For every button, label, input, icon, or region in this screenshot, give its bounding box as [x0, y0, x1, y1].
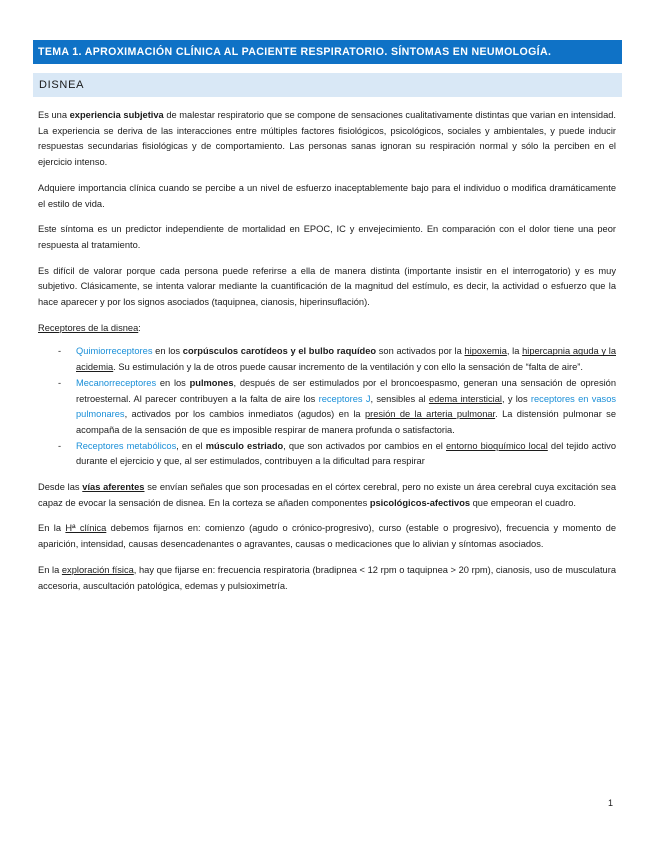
list-item-metabolic-receptors: [38, 439, 616, 470]
text-run: . Su estimulación y la de otros puede causar incremento de la ventilación y con ello la sensación de “falta de aire”.: [113, 362, 583, 373]
text-run: debemos fijarnos en: comienzo (agudo o crónico-progresivo), curso (estable o progresivo), frecuencia y momento de aparición, intensidad, causas desencadenantes o agravantes, causas o medicaciones que lo alivian y síntomas asociados.: [38, 523, 616, 550]
text-run: Es una: [38, 110, 70, 120]
text-run: , hay que fijarse en: frecuencia respiratoria (bradipnea < 12 rpm o taquipnea > 20 rpm), cianosis, uso de musculatura accesoria, auscultación patológica, edemas y pulsioximetría.: [38, 564, 616, 591]
underlined-term: hipercapnia aguda y la acidemia: [76, 346, 616, 373]
text-run: , la: [506, 346, 523, 357]
text-run: , y los: [501, 393, 531, 404]
text-run: En la: [38, 523, 66, 534]
underlined-term: hipoxemia: [464, 346, 507, 357]
section-heading: DISNEA: [33, 73, 622, 97]
text-run: que empeoran el cuadro.: [470, 497, 576, 508]
text-run: En la: [38, 564, 62, 575]
underlined-term: exploración física: [61, 564, 134, 575]
text-run: de malestar respiratorio que se compone de sensaciones cualitativamente distintas que varian en intensidad. La experiencia se deriva de las interacciones entre múltiples factores fisiológicos, psicológicos, sociales y ambientales, y puede inducir respuestas secundarias fisiológicas y de comportamiento. Las personas sanas ignoran su respiración normal y sólo la perciben en el ejercicio intenso.: [38, 110, 616, 168]
paragraph-definition: [38, 108, 616, 171]
text-run: . La distensión pulmonar se acompaña de la sensación de que es imposible respirar de manera profunda o satisfactoria.: [76, 409, 616, 435]
bold-term: experiencia subjetiva: [69, 110, 164, 120]
text-run: , sensibles al: [370, 393, 429, 404]
term-blue: Quimiorreceptores: [76, 346, 153, 357]
text-run: , activados por los cambios inmediatos (agudos) en la: [124, 409, 365, 420]
paragraph-physical-exam: [38, 563, 616, 594]
term-blue: receptores en vasos pulmonares: [76, 393, 617, 420]
bold-term: músculo estriado: [205, 440, 284, 451]
bold-term: pulmones: [189, 377, 234, 388]
bold-term: psicológicos-afectivos: [369, 497, 471, 508]
term-blue: receptores J: [318, 393, 371, 404]
text-run: Desde las: [38, 482, 83, 493]
text-run: , después de ser estimulados por el broncoespasmo, generan una sensación de opresión retroesternal. Al parecer contribuyen a la falta de aire los: [76, 377, 616, 404]
text-run: :: [138, 322, 141, 333]
receptors-list: [38, 344, 616, 470]
bullet-dash: -: [58, 346, 62, 357]
text-run: , en el: [176, 440, 206, 451]
list-item-chemoreceptors: [38, 344, 616, 375]
paragraph-predictor: Este síntoma es un predictor independiente de mortalidad en EPOC, IC y envejecimiento. En comparación con el dolor tiene una peor respuesta al tratamiento.: [38, 224, 616, 250]
paragraph-assessment: Es difícil de valorar porque cada persona puede referirse a ella de manera distinta (importante insistir en el interrogatorio) y es muy subjetivo. Clásicamente, se intenta valorar mediante la cuantificación de la magnitud del estímulo, es decir, la actividad o esfuerzo que la hace aparecer y por los signos asociados (taquipnea, cianosis, hiperinsuflación).: [38, 265, 616, 308]
bullet-dash: -: [58, 377, 62, 388]
underlined-term: presión de la arteria pulmonar: [364, 409, 496, 420]
paragraph-afferent-pathways: [38, 480, 616, 511]
paragraph-clinical-history: [38, 521, 616, 552]
paragraph-clinical-importance: Adquiere importancia clínica cuando se percibe a un nivel de esfuerzo inaceptablemente bajo para el individuo o modifica dramáticamente el estilo de vida.: [38, 182, 616, 209]
underlined-term: Hª clínica: [65, 523, 107, 534]
text-run: en los: [156, 377, 190, 388]
underlined-term: edema intersticial: [428, 393, 502, 404]
term-blue: Mecanorreceptores: [76, 377, 157, 388]
bold-term: corpúsculos carotídeos y el bulbo raquídeo: [182, 346, 377, 357]
text-run: , que son activados por cambios en el: [283, 440, 446, 451]
receptors-heading: [38, 321, 616, 337]
bullet-dash: -: [58, 440, 62, 451]
page-number: 1: [608, 798, 614, 808]
bold-underlined-term: vías aferentes: [82, 482, 145, 493]
underlined-term: entorno bioquímico local: [445, 440, 548, 451]
chapter-title: TEMA 1. APROXIMACIÓN CLÍNICA AL PACIENTE RESPIRATORIO. SÍNTOMAS EN NEUMOLOGÍA.: [33, 40, 622, 64]
receptors-heading-text: Receptores de la disnea: [38, 322, 139, 333]
list-item-mechanoreceptors: [38, 376, 616, 439]
text-run: en los: [152, 346, 183, 357]
text-run: son activados por la: [376, 346, 465, 357]
text-run: del tejido activo durante el ejercicio y que, al ser estimulados, contribuyen a la dificultad para respirar: [76, 440, 617, 467]
term-blue: Receptores metabólicos: [76, 440, 177, 451]
text-run: se envían señales que son procesadas en el córtex cerebral, pero no existe un área cerebral cuya excitación sea capaz de evocar la sensación de disnea. En la corteza se añaden componentes: [38, 482, 616, 508]
document-body: [38, 108, 616, 604]
